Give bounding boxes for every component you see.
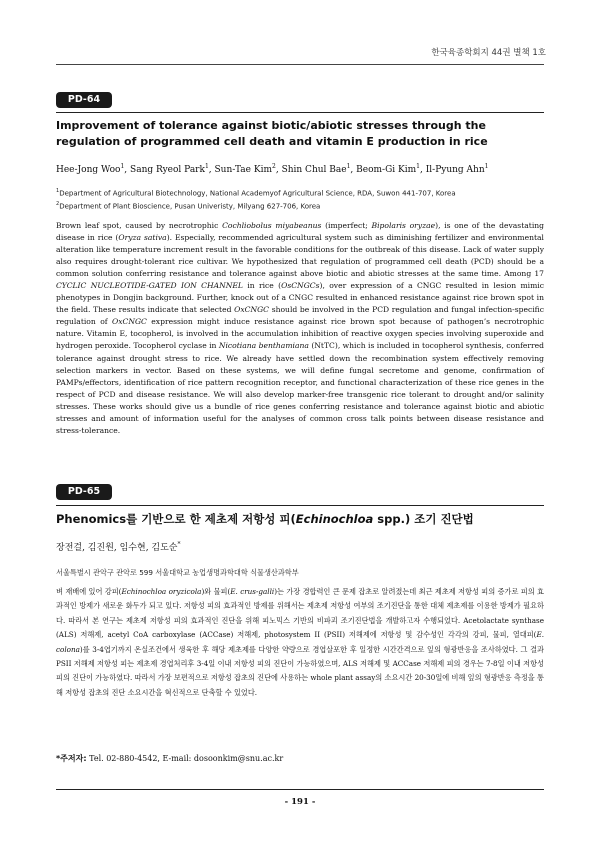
text-run: in rice ( [242,281,282,291]
correspondence-contact: Tel. 02-880-4542, E-mail: dosoonkim@snu.ac.kr [89,754,284,763]
author-affiliation-mark: 2 [272,163,276,170]
author-name: Beom-Gi Kim [356,165,417,175]
corresponding-mark: * [177,541,181,548]
italic-text: Nicotiana benthamiana [218,341,309,351]
italic-text: CYCLIC NUCLEOTIDE-GATED ION CHANNEL [56,281,243,291]
text-run: )는 가장 경합력인 큰 문제 잡초로 알려졌는데 최근 제초제 저항성 피의 증가로 피의 효과적인 방제가 새로운 화두가 되고 있다. 저항성 피의 효과적인 방제를 위해서는 제초제 저항성 여부의 조기진단을 통한 대체 제초제를 이용한 방제가 필요하다. 따라서 본 연구는 제초제 저항성 피의 효과적인 진단을 위해 피노믹스 기반의 비파괴 조기진단법을 개발하고자 수행되었다. Acetolactate synthase (ALS) 저해제, acetyl CoA carboxylase (ACCase) 저해제, photosystem II (PSII) 저해제에 저항성 및 감수성인 각각의 강피, 물피, 열대피( [56,587,544,640]
journal-header: 한국육종학회지 44권 별책 1호 [431,48,546,58]
affiliation-line [56,186,544,199]
abstract-body [56,220,544,437]
author-list [56,538,181,555]
header-rule [56,64,544,65]
affiliation-list [56,186,544,213]
author-list: Hee-Jong Woo$^1$, Sang Ryeol Park$^1$, Sun-Tae Kim$^2$, Shin Chul Bae$^1$, Beom-Gi Kim$^1$, Il-Pyung Ahn$^1$ [56,163,489,175]
abstract-code-badge: PD-65 [56,484,112,500]
author-name: Sang Ryeol Park [130,165,205,175]
affiliation-mark: 1 [56,188,60,194]
affiliation-text: Department of Agricultural Biotechnology, National Academyof Agricultural Science, RDA, Suwon 441-707, Korea [59,189,456,198]
text-run: should be involved in the PCD regulation and fungal infection-specific regulation of [56,305,545,327]
affiliation-line [56,199,544,212]
affiliation: 서울특별시 관악구 관악로 599 서울대학교 농업생명과학대학 식물생산과학부 [56,568,299,577]
abstract-title: Improvement of tolerance against biotic/abiotic stresses through the regulation of programmed cell death and vitamin E production in rice [56,119,488,148]
abstract-code-badge: PD-64 [56,92,112,108]
italic-text: Echinochloa [295,512,374,526]
text-run: ), over expression of a CNGC resulted in lesion mimic phenotypes in Dongjin background. Further, knock out of a CNGC resulted in enhanced resistance against rice brown spot in the field. These results indicate that selected [56,281,544,315]
text-run: ), is one of the devastating disease in rice ( [56,221,544,243]
italic-text: OxCNGC [234,305,269,315]
italic-text: Oryza sativa [118,233,167,243]
footer-rule [56,789,544,790]
author-affiliation-mark: 1 [484,163,489,170]
correspondence-label: *주저자: [56,754,87,763]
text-run: 벼 재배에 있어 강피( [56,587,122,596]
italic-text: OsCNGCs [281,281,320,291]
author-affiliation-mark: 1 [120,163,125,170]
text-run: )를 3-4엽기까지 온실조건에서 생육한 후 해당 제초제를 다양한 약량으로 경엽살포한 후 일정한 시간간격으로 잎의 형광반응을 조사하였다. 그 결과 PSII 저해제 저항성 피는 제초제 경엽처리후 3-4일 이내 저항성 피의 진단이 가능하였으며, ALS 저해제 및 ACCase 저해제 피의 경우는 7-8일 이내 저항성 피의 진단이 가능하였다. 따라서 가장 보편적으로 저항성 잡초의 진단에 사용하는 whole plant assay의 소요시간 20-30일에 비해 잎의 형광반응 측정을 통해 저항성 잡초의 진단 소요시간을 혁신적으로 단축할 수 있었다. [56,644,544,697]
text-run: (NtTC), which is included in tocopherol synthesis, conferred tolerance against drought stress to rice. We already have settled down the recombination system effectively removing selection markers in vector. Based on these systems, we will define fungal secretome and genome, confirmation of PAMPs/effectors, identification of rice pattern recognition receptor, and functional characterization of these rice genes in the respect of PCD and disease resistance. We will also develop marker-free transgenic rice tolerant to drought and/or salinity stresses. These works should give us a bundle of rice genes conferring resistance and tolerance against biotic and abiotic stresses and amount of information useful for the analyses of common cross talk points between disease resistance and stress-tolerance. [56,341,545,435]
correspondence [56,753,283,764]
text-run: )와 물피( [201,587,231,596]
affiliation-mark: 2 [56,201,60,208]
author-affiliation-mark: 1 [204,163,209,170]
italic-text: OxCNGC [112,317,147,327]
author-name: Sun-Tae Kim [214,165,272,175]
author-name: Il-Pyung Ahn [425,165,485,175]
text-run: ). Especially, recommended agricultural system such as diminishing fertilizer and environmental alteration like temperature increment result in the favorable conditions for the outbreak of this disease. Lack of water supply also requires drought-tolerant rice cultivar. We hypothesized that regulation of programmed cell death (PCD) should be a common solution conferring resistance and tolerance against above biotic and abiotic stresses at the same time. Among 17 [56,233,544,279]
author-name: Hee-Jong Woo [56,165,121,175]
page-number: - 191 - [284,797,316,807]
text-run: Brown leaf spot, caused by necrotrophic [56,221,223,230]
text-run: Phenomics를 기반으로 한 제초제 저항성 피( [56,512,296,526]
author-affiliation-mark: 1 [346,163,351,170]
italic-text: Bipolaris oryzae [371,221,436,230]
author-names: 장전걸, 김진원, 임수현, 김도순 [56,543,178,553]
author-affiliation-mark: 1 [416,163,420,170]
text-run: spp.) 조기 진단법 [373,512,474,526]
italic-text: Echinochloa oryzicola [121,587,202,596]
italic-text: E. colona [56,630,544,654]
section-rule [56,505,544,506]
abstract-title [56,511,544,527]
italic-text: Cochliobolus miyabeanus [222,221,322,230]
section-rule [56,112,544,113]
text-run: expression might induce resistance against rice brown spot because of pathogen’s necrotrophic nature. Vitamin E, tocopherol, is involved in the accumulation inhibition of reactive oxygen species involving superoxide and hydrogen peroxide. Tocopherol cyclase in [56,317,544,351]
italic-text: E. crus-galli [230,587,275,596]
text-run: (imperfect; [321,221,372,230]
author-name: Shin Chul Bae [281,165,347,175]
abstract-body [56,585,544,700]
affiliation-text: Department of Plant Bioscience, Pusan Univeristy, Milyang 627-706, Korea [59,202,321,211]
